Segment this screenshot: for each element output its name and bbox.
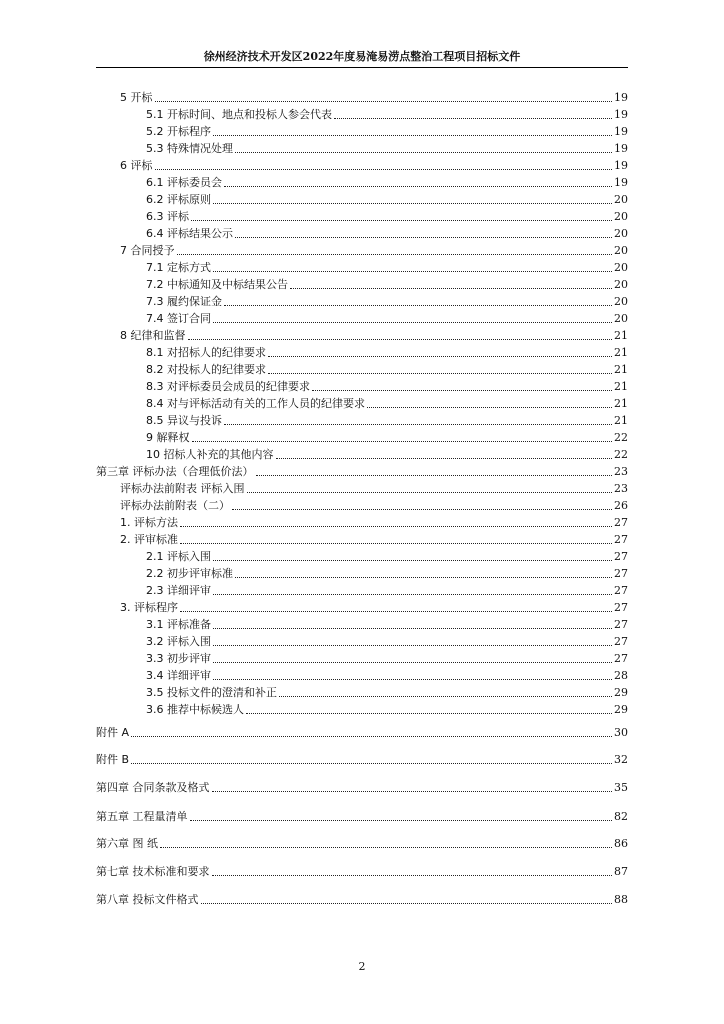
toc-leader-dots [235, 151, 612, 153]
toc-entry-label: 评标办法前附表 评标入围 [120, 482, 245, 495]
toc-leader-dots [201, 902, 613, 904]
toc-entry[interactable] [146, 293, 628, 309]
toc-entry[interactable] [146, 701, 628, 717]
toc-leader-dots [256, 474, 613, 476]
toc-entry[interactable] [146, 650, 628, 666]
toc-entry-page: 27 [614, 567, 628, 580]
toc-entry[interactable] [146, 174, 628, 190]
toc-entry-page: 19 [614, 142, 628, 155]
toc-entry-page: 20 [614, 227, 628, 240]
toc-entry[interactable] [120, 327, 628, 343]
toc-entry-page: 20 [614, 295, 628, 308]
toc-entry-page: 22 [614, 448, 628, 461]
toc-leader-dots [180, 525, 612, 527]
toc-entry-page: 19 [614, 91, 628, 104]
toc-entry[interactable] [120, 531, 628, 547]
toc-entry[interactable] [146, 633, 628, 649]
toc-entry-page: 29 [614, 703, 628, 716]
toc-leader-dots [213, 627, 612, 629]
toc-entry-page: 19 [614, 159, 628, 172]
toc-entry[interactable] [146, 344, 628, 360]
toc-entry-label: 6.4 评标结果公示 [146, 227, 233, 240]
toc-entry-page: 21 [614, 346, 628, 359]
toc-entry-page: 32 [614, 753, 628, 766]
toc-entry-page: 19 [614, 176, 628, 189]
toc-entry-label: 3.3 初步评审 [146, 652, 211, 665]
toc-entry-page: 27 [614, 618, 628, 631]
toc-entry-page: 27 [614, 584, 628, 597]
toc-leader-dots [235, 576, 612, 578]
toc-entry-label: 3.1 评标准备 [146, 618, 211, 631]
toc-entry[interactable] [96, 751, 628, 767]
toc-entry-label: 3.5 投标文件的澄清和补正 [146, 686, 277, 699]
toc-entry-label: 3.4 详细评审 [146, 669, 211, 682]
toc-entry[interactable] [146, 429, 628, 445]
toc-entry-page: 21 [614, 380, 628, 393]
toc-leader-dots [213, 593, 612, 595]
toc-entry-page: 21 [614, 414, 628, 427]
toc-entry-label: 6 评标 [120, 159, 153, 172]
toc-leader-dots [224, 423, 612, 425]
toc-leader-dots [213, 678, 612, 680]
toc-entry[interactable] [146, 310, 628, 326]
toc-entry-label: 第八章 投标文件格式 [96, 893, 199, 906]
toc-entry[interactable] [120, 89, 628, 105]
toc-entry-page: 35 [614, 781, 628, 794]
toc-entry-label: 7.4 签订合同 [146, 312, 211, 325]
toc-leader-dots [312, 389, 612, 391]
toc-entry[interactable] [146, 208, 628, 224]
toc-entry[interactable] [146, 140, 628, 156]
toc-entry-label: 5 开标 [120, 91, 153, 104]
toc-entry[interactable] [120, 242, 628, 258]
toc-entry-page: 19 [614, 125, 628, 138]
toc-entry[interactable] [96, 808, 628, 824]
toc-entry-label: 2.3 详细评审 [146, 584, 211, 597]
toc-leader-dots [180, 610, 612, 612]
toc-entry[interactable] [146, 684, 628, 700]
toc-entry-page: 20 [614, 210, 628, 223]
toc-entry-page: 20 [614, 244, 628, 257]
toc-entry[interactable] [120, 599, 628, 615]
toc-entry-label: 6.1 评标委员会 [146, 176, 222, 189]
toc-leader-dots [131, 735, 612, 737]
toc-leader-dots [246, 712, 612, 714]
toc-entry[interactable] [120, 157, 628, 173]
page-number: 2 [358, 960, 366, 973]
toc-entry-page: 20 [614, 193, 628, 206]
toc-entry-label: 8.5 异议与投诉 [146, 414, 222, 427]
toc-entry-label: 2.2 初步评审标准 [146, 567, 233, 580]
toc-entry[interactable] [146, 446, 628, 462]
toc-entry[interactable] [146, 361, 628, 377]
toc-entry-label: 8.4 对与评标活动有关的工作人员的纪律要求 [146, 397, 365, 410]
toc-entry-page: 27 [614, 601, 628, 614]
toc-leader-dots [190, 819, 613, 821]
toc-entry-page: 19 [614, 108, 628, 121]
toc-leader-dots [276, 457, 613, 459]
toc-entry-label: 2.1 评标入围 [146, 550, 211, 563]
toc-leader-dots [160, 846, 612, 848]
toc-leader-dots [268, 372, 612, 374]
toc-entry-page: 20 [614, 312, 628, 325]
toc-entry[interactable] [96, 463, 628, 479]
toc-leader-dots [155, 100, 613, 102]
toc-leader-dots [213, 134, 612, 136]
toc-entry-page: 20 [614, 278, 628, 291]
toc-entry-page: 82 [614, 810, 628, 823]
toc-leader-dots [213, 321, 612, 323]
header-divider [96, 67, 628, 68]
toc-entry-page: 27 [614, 550, 628, 563]
toc-entry-page: 26 [614, 499, 628, 512]
toc-entry[interactable] [146, 225, 628, 241]
toc-leader-dots [247, 491, 613, 493]
toc-leader-dots [177, 253, 613, 255]
toc-entry-page: 27 [614, 533, 628, 546]
toc-entry-label: 5.2 开标程序 [146, 125, 211, 138]
toc-entry-label: 第四章 合同条款及格式 [96, 781, 210, 794]
toc-leader-dots [180, 542, 612, 544]
toc-entry[interactable] [146, 123, 628, 139]
toc-entry-page: 27 [614, 652, 628, 665]
toc-entry-page: 27 [614, 635, 628, 648]
toc-entry-page: 22 [614, 431, 628, 444]
toc-entry[interactable] [146, 582, 628, 598]
toc-entry-label: 第六章 图 纸 [96, 837, 158, 850]
toc-entry-page: 21 [614, 329, 628, 342]
toc-entry[interactable] [146, 412, 628, 428]
toc-entry-label: 8.2 对投标人的纪律要求 [146, 363, 266, 376]
toc-entry-page: 21 [614, 397, 628, 410]
toc-entry-page: 23 [614, 482, 628, 495]
toc-entry-page: 88 [614, 893, 628, 906]
toc-entry[interactable] [120, 480, 628, 496]
toc-entry[interactable] [146, 276, 628, 292]
toc-entry-label: 第三章 评标办法（合理低价法） [96, 465, 254, 478]
toc-entry-page: 30 [614, 726, 628, 739]
toc-entry-label: 6.2 评标原则 [146, 193, 211, 206]
toc-leader-dots [213, 644, 612, 646]
toc-entry-label: 附件 A [96, 726, 130, 739]
toc-entry[interactable] [146, 378, 628, 394]
toc-entry-page: 20 [614, 261, 628, 274]
toc-entry[interactable] [120, 497, 628, 513]
toc-entry-label: 7 合同授予 [120, 244, 175, 257]
toc-entry-label: 评标办法前附表（二） [120, 499, 230, 512]
toc-leader-dots [155, 168, 613, 170]
toc-entry-label: 第五章 工程量清单 [96, 810, 188, 823]
toc-entry[interactable] [146, 667, 628, 683]
toc-leader-dots [212, 874, 613, 876]
toc-entry[interactable] [146, 565, 628, 581]
toc-entry[interactable] [146, 191, 628, 207]
toc-entry-label: 5.1 开标时间、地点和投标人参会代表 [146, 108, 332, 121]
toc-entry-label: 第七章 技术标准和要求 [96, 865, 210, 878]
toc-leader-dots [232, 508, 612, 510]
toc-entry-page: 27 [614, 516, 628, 529]
toc-entry-label: 9 解释权 [146, 431, 190, 444]
toc-entry-label: 3. 评标程序 [120, 601, 178, 614]
toc-leader-dots [131, 762, 612, 764]
toc-leader-dots [191, 219, 612, 221]
toc-entry-label: 10 招标人补充的其他内容 [146, 448, 274, 461]
toc-entry[interactable] [96, 779, 628, 795]
toc-leader-dots [279, 695, 612, 697]
toc-entry[interactable] [146, 106, 628, 122]
toc-leader-dots [213, 202, 612, 204]
toc-leader-dots [188, 338, 613, 340]
toc-entry[interactable] [96, 891, 628, 907]
toc-leader-dots [213, 559, 612, 561]
toc-entry-label: 7.1 定标方式 [146, 261, 211, 274]
toc-leader-dots [334, 117, 612, 119]
toc-leader-dots [235, 236, 612, 238]
toc-entry-page: 23 [614, 465, 628, 478]
toc-entry-label: 1. 评标方法 [120, 516, 178, 529]
toc-entry[interactable] [120, 514, 628, 530]
toc-leader-dots [224, 304, 612, 306]
toc-entry-page: 87 [614, 865, 628, 878]
toc-leader-dots [268, 355, 612, 357]
toc-entry-label: 7.2 中标通知及中标结果公告 [146, 278, 288, 291]
toc-leader-dots [192, 440, 613, 442]
toc-entry-label: 8.3 对评标委员会成员的纪律要求 [146, 380, 310, 393]
page-header-title: 徐州经济技术开发区2022年度易淹易涝点整治工程项目招标文件 [203, 50, 521, 63]
toc-entry[interactable] [96, 863, 628, 879]
toc-entry-label: 8 纪律和监督 [120, 329, 186, 342]
toc-entry-page: 86 [614, 837, 628, 850]
toc-entry-label: 3.6 推荐中标候选人 [146, 703, 244, 716]
toc-entry[interactable] [146, 395, 628, 411]
toc-entry[interactable] [96, 724, 628, 740]
toc-leader-dots [367, 406, 612, 408]
toc-entry-page: 28 [614, 669, 628, 682]
toc-entry-label: 3.2 评标入围 [146, 635, 211, 648]
toc-entry-page: 21 [614, 363, 628, 376]
toc-leader-dots [290, 287, 612, 289]
toc-leader-dots [213, 270, 612, 272]
toc-entry-label: 6.3 评标 [146, 210, 189, 223]
toc-entry-label: 8.1 对招标人的纪律要求 [146, 346, 266, 359]
toc-leader-dots [213, 661, 612, 663]
toc-entry[interactable] [96, 835, 628, 851]
toc-entry-label: 7.3 履约保证金 [146, 295, 222, 308]
toc-entry-label: 2. 评审标准 [120, 533, 178, 546]
toc-entry[interactable] [146, 259, 628, 275]
toc-entry-page: 29 [614, 686, 628, 699]
toc-entry-label: 附件 B [96, 753, 130, 766]
toc-leader-dots [224, 185, 612, 187]
toc-entry-label: 5.3 特殊情况处理 [146, 142, 233, 155]
toc-entry[interactable] [146, 616, 628, 632]
toc-entry[interactable] [146, 548, 628, 564]
toc-leader-dots [212, 790, 613, 792]
